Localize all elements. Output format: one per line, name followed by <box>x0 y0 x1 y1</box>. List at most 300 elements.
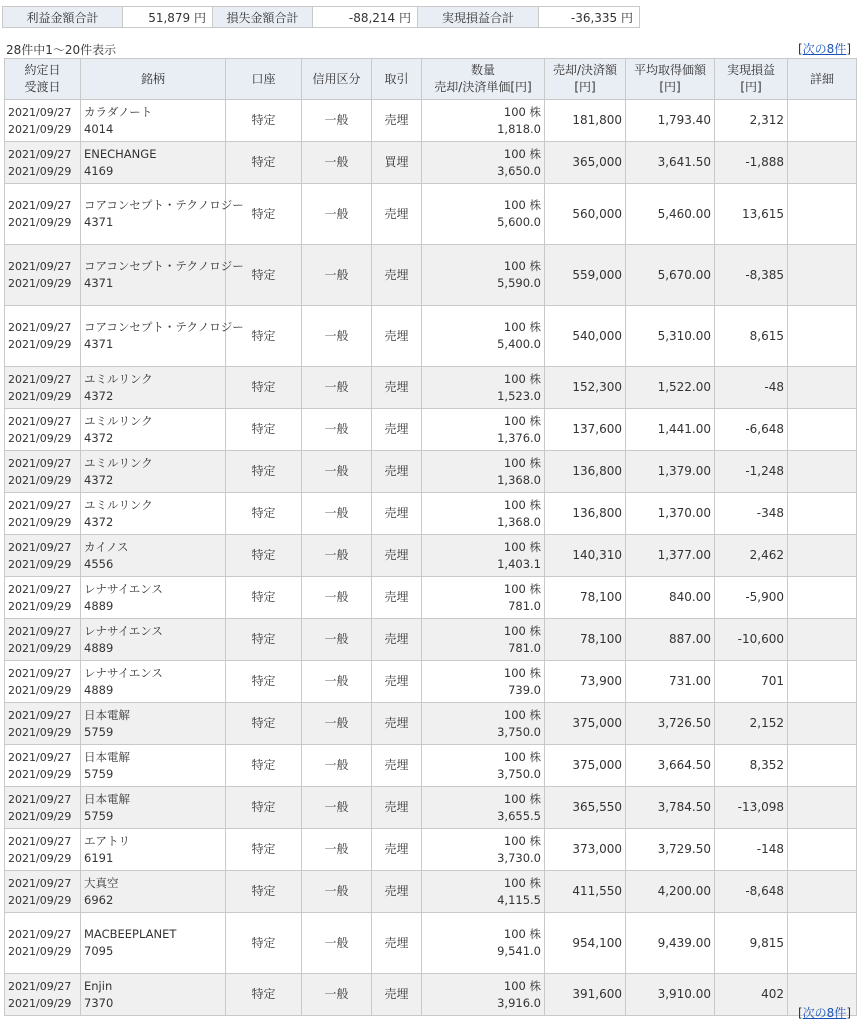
stock-cell <box>81 974 226 1016</box>
stock-code: 4889 <box>84 640 114 655</box>
detail-cell <box>788 306 857 367</box>
header-dates[interactable]: 約定日 受渡日 <box>5 59 81 100</box>
table-row <box>5 745 857 787</box>
table-row <box>5 493 857 535</box>
header-detail: 詳細 <box>788 59 857 100</box>
trade-type-cell: 売埋 <box>372 661 422 703</box>
table-row <box>5 142 857 184</box>
settle-date: 2021/09/29 <box>8 809 72 823</box>
unit-price: 1,376.0 <box>497 430 541 445</box>
trade-type-cell: 売埋 <box>372 535 422 577</box>
quantity: 100 株 <box>503 978 541 993</box>
avg-cost-cell: 9,439.00 <box>626 913 715 974</box>
credit-cell: 一般 <box>302 535 372 577</box>
account-cell: 特定 <box>226 913 302 974</box>
account-cell: 特定 <box>226 745 302 787</box>
bracket-open: [ <box>797 1006 803 1020</box>
settle-date: 2021/09/29 <box>8 389 72 403</box>
trade-date: 2021/09/27 <box>8 540 72 554</box>
trade-date: 2021/09/27 <box>8 750 72 764</box>
account-cell: 特定 <box>226 493 302 535</box>
settle-date: 2021/09/29 <box>8 515 72 529</box>
avg-cost-cell: 3,910.00 <box>626 974 715 1016</box>
avg-cost-cell: 840.00 <box>626 577 715 619</box>
amount-cell: 411,550 <box>545 871 626 913</box>
detail-cell <box>788 745 857 787</box>
detail-cell <box>788 100 857 142</box>
stock-code: 4372 <box>84 430 114 445</box>
detail-cell <box>788 619 857 661</box>
trade-date: 2021/09/27 <box>8 456 72 470</box>
trade-date: 2021/09/27 <box>8 498 72 512</box>
trade-date: 2021/09/27 <box>8 834 72 848</box>
qty-cell <box>422 661 545 703</box>
loss-total-label: 損失金額合計 <box>213 7 313 28</box>
trade-history-table <box>4 58 857 1016</box>
amount-cell: 78,100 <box>545 577 626 619</box>
table-row <box>5 577 857 619</box>
trade-type-cell: 売埋 <box>372 871 422 913</box>
settle-date: 2021/09/29 <box>8 945 72 958</box>
detail-cell <box>788 142 857 184</box>
header-amount[interactable]: 売却/決済額 [円] <box>545 59 626 100</box>
avg-cost-cell: 1,522.00 <box>626 367 715 409</box>
stock-cell <box>81 661 226 703</box>
qty-cell <box>422 787 545 829</box>
avg-cost-cell: 1,370.00 <box>626 493 715 535</box>
stock-cell <box>81 245 244 306</box>
credit-cell: 一般 <box>302 184 372 245</box>
quantity: 100 株 <box>503 198 541 212</box>
stock-cell <box>81 913 226 974</box>
account-cell: 特定 <box>226 367 302 409</box>
unit-price: 781.0 <box>508 640 541 655</box>
amount-cell: 954,100 <box>545 913 626 974</box>
stock-cell <box>81 619 226 661</box>
account-cell: 特定 <box>226 829 302 871</box>
table-row <box>5 974 857 1016</box>
stock-cell <box>81 306 244 367</box>
detail-cell <box>788 913 857 974</box>
account-cell: 特定 <box>226 577 302 619</box>
stock-name: レナサイエンス <box>84 665 163 680</box>
trade-date: 2021/09/27 <box>8 372 72 386</box>
table-row <box>5 787 857 829</box>
bracket-open: [ <box>797 42 803 56</box>
account-cell: 特定 <box>226 871 302 913</box>
next-page-link[interactable]: 次の8件 <box>802 42 847 56</box>
settle-date: 2021/09/29 <box>8 164 72 178</box>
stock-name: コアコンセプト・テクノロジー <box>84 259 244 273</box>
pnl-cell: -1,888 <box>715 142 788 184</box>
pnl-cell: 2,312 <box>715 100 788 142</box>
account-cell: 特定 <box>226 703 302 745</box>
stock-name: レナサイエンス <box>84 581 163 596</box>
header-account[interactable]: 口座 <box>226 59 302 100</box>
stock-code: 4372 <box>84 472 114 487</box>
stock-code: 5759 <box>84 724 114 739</box>
credit-cell: 一般 <box>302 745 372 787</box>
qty-cell <box>422 974 545 1016</box>
trade-type-cell: 売埋 <box>372 493 422 535</box>
stock-cell <box>81 184 244 245</box>
header-credit[interactable]: 信用区分 <box>302 59 372 100</box>
account-cell: 特定 <box>226 619 302 661</box>
header-qty[interactable]: 数量 売却/決済単価[円] <box>422 59 545 100</box>
stock-cell <box>81 703 226 745</box>
stock-code: 4889 <box>84 598 114 613</box>
account-cell: 特定 <box>226 661 302 703</box>
pnl-cell: -148 <box>715 829 788 871</box>
bracket-close: ] <box>846 1006 851 1020</box>
credit-cell: 一般 <box>302 142 372 184</box>
quantity: 100 株 <box>503 581 541 596</box>
unit-price: 1,368.0 <box>497 472 541 487</box>
qty-cell <box>422 367 545 409</box>
unit-price: 3,750.0 <box>497 724 541 739</box>
pnl-cell: -348 <box>715 493 788 535</box>
credit-cell: 一般 <box>302 306 372 367</box>
trade-type-cell: 売埋 <box>372 100 422 142</box>
stock-code: 5759 <box>84 808 114 823</box>
amount-cell: 73,900 <box>545 661 626 703</box>
quantity: 100 株 <box>503 665 541 680</box>
detail-cell <box>788 577 857 619</box>
amount-cell: 559,000 <box>545 245 626 306</box>
avg-cost-cell: 3,664.50 <box>626 745 715 787</box>
stock-cell <box>81 745 226 787</box>
pnl-cell: 701 <box>715 661 788 703</box>
trade-type-cell: 売埋 <box>372 577 422 619</box>
date-cell <box>5 306 81 367</box>
trade-date: 2021/09/27 <box>8 979 72 993</box>
stock-code: 6962 <box>84 892 114 907</box>
credit-cell: 一般 <box>302 974 372 1016</box>
pnl-cell: -1,248 <box>715 451 788 493</box>
trade-type-cell: 売埋 <box>372 787 422 829</box>
detail-cell <box>788 451 857 493</box>
quantity: 100 株 <box>503 539 541 554</box>
date-cell <box>5 619 81 661</box>
unit-price: 3,916.0 <box>497 995 541 1010</box>
date-cell <box>5 661 81 703</box>
unit-price: 781.0 <box>508 598 541 613</box>
pnl-cell: 8,615 <box>715 306 788 367</box>
stock-name: エアトリ <box>84 833 130 848</box>
stock-cell <box>81 493 226 535</box>
date-cell <box>5 535 81 577</box>
qty-cell <box>422 142 545 184</box>
credit-cell: 一般 <box>302 829 372 871</box>
pnl-cell: -8,385 <box>715 245 788 306</box>
result-count: 28件中1～20件表示 <box>6 43 117 57</box>
detail-cell <box>788 367 857 409</box>
pagination-bottom <box>798 1004 851 1021</box>
amount-cell: 152,300 <box>545 367 626 409</box>
trade-type-cell: 売埋 <box>372 913 422 974</box>
table-row <box>5 409 857 451</box>
realized-total-label: 実現損益合計 <box>418 7 539 28</box>
unit-price: 1,403.1 <box>497 556 541 571</box>
account-cell: 特定 <box>226 142 302 184</box>
table-row <box>5 913 857 974</box>
bracket-close: ] <box>846 42 851 56</box>
amount-cell: 373,000 <box>545 829 626 871</box>
date-cell <box>5 451 81 493</box>
settle-date: 2021/09/29 <box>8 557 72 571</box>
settle-date: 2021/09/29 <box>8 725 72 739</box>
credit-cell: 一般 <box>302 703 372 745</box>
stock-name: ユミルリンク <box>84 371 153 386</box>
quantity: 100 株 <box>503 413 541 428</box>
stock-name: 大真空 <box>84 875 119 890</box>
credit-cell: 一般 <box>302 913 372 974</box>
trade-type-cell: 売埋 <box>372 745 422 787</box>
stock-cell <box>81 577 226 619</box>
pnl-cell: 402 <box>715 974 788 1016</box>
trade-type-cell: 売埋 <box>372 184 422 245</box>
unit-price: 1,818.0 <box>497 121 541 136</box>
quantity: 100 株 <box>503 455 541 470</box>
pnl-cell: -8,648 <box>715 871 788 913</box>
stock-name: 日本電解 <box>84 791 130 806</box>
pnl-cell: -5,900 <box>715 577 788 619</box>
unit-price: 5,600.0 <box>497 215 541 229</box>
qty-cell <box>422 493 545 535</box>
pnl-cell: -48 <box>715 367 788 409</box>
avg-cost-cell: 1,793.40 <box>626 100 715 142</box>
qty-cell <box>422 100 545 142</box>
trade-date: 2021/09/27 <box>8 147 72 161</box>
date-cell <box>5 184 81 245</box>
trade-date: 2021/09/27 <box>8 105 72 119</box>
unit-price: 3,655.5 <box>497 808 541 823</box>
amount-cell: 78,100 <box>545 619 626 661</box>
stock-code: 4372 <box>84 514 114 529</box>
qty-cell <box>422 535 545 577</box>
settle-date: 2021/09/29 <box>8 767 72 781</box>
avg-cost-cell: 3,784.50 <box>626 787 715 829</box>
amount-cell: 140,310 <box>545 535 626 577</box>
credit-cell: 一般 <box>302 661 372 703</box>
unit-price: 9,541.0 <box>497 944 541 958</box>
avg-cost-cell: 5,670.00 <box>626 245 715 306</box>
stock-code: 4889 <box>84 682 114 697</box>
amount-cell: 137,600 <box>545 409 626 451</box>
date-cell <box>5 493 81 535</box>
qty-cell <box>422 451 545 493</box>
date-cell <box>5 577 81 619</box>
quantity: 100 株 <box>503 259 541 273</box>
quantity: 100 株 <box>503 707 541 722</box>
account-cell: 特定 <box>226 974 302 1016</box>
date-cell <box>5 367 81 409</box>
trade-date: 2021/09/27 <box>8 260 72 273</box>
detail-cell <box>788 245 857 306</box>
unit-price: 3,730.0 <box>497 850 541 865</box>
qty-cell <box>422 703 545 745</box>
date-cell <box>5 745 81 787</box>
pnl-cell: -13,098 <box>715 787 788 829</box>
account-cell: 特定 <box>226 100 302 142</box>
account-cell: 特定 <box>226 184 302 245</box>
stock-code: 7370 <box>84 995 114 1010</box>
amount-cell: 560,000 <box>545 184 626 245</box>
trade-date: 2021/09/27 <box>8 414 72 428</box>
pnl-cell: 13,615 <box>715 184 788 245</box>
detail-cell <box>788 829 857 871</box>
stock-name: カイノス <box>84 539 129 554</box>
table-row <box>5 661 857 703</box>
credit-cell: 一般 <box>302 100 372 142</box>
trade-type-cell: 買埋 <box>372 142 422 184</box>
stock-cell <box>81 142 226 184</box>
pnl-cell: 2,462 <box>715 535 788 577</box>
trade-date: 2021/09/27 <box>8 624 72 638</box>
account-cell: 特定 <box>226 451 302 493</box>
stock-code: 4371 <box>84 215 114 229</box>
table-row <box>5 306 857 367</box>
profit-total-value: 51,879 円 <box>123 7 213 28</box>
credit-cell: 一般 <box>302 493 372 535</box>
header-name[interactable]: 銘柄 <box>81 59 226 100</box>
amount-cell: 540,000 <box>545 306 626 367</box>
amount-cell: 181,800 <box>545 100 626 142</box>
settle-date: 2021/09/29 <box>8 851 72 865</box>
unit-price: 739.0 <box>508 682 541 697</box>
amount-cell: 136,800 <box>545 493 626 535</box>
trade-type-cell: 売埋 <box>372 829 422 871</box>
unit-price: 5,400.0 <box>497 337 541 351</box>
settle-date: 2021/09/29 <box>8 996 72 1010</box>
credit-cell: 一般 <box>302 451 372 493</box>
profit-total-label: 利益金額合計 <box>3 7 123 28</box>
unit-price: 3,650.0 <box>497 163 541 178</box>
avg-cost-cell: 3,641.50 <box>626 142 715 184</box>
unit-price: 1,368.0 <box>497 514 541 529</box>
unit-price: 3,750.0 <box>497 766 541 781</box>
qty-cell <box>422 619 545 661</box>
date-cell <box>5 787 81 829</box>
trade-date: 2021/09/27 <box>8 199 72 212</box>
stock-cell <box>81 871 226 913</box>
avg-cost-cell: 4,200.00 <box>626 871 715 913</box>
unit-price: 1,523.0 <box>497 388 541 403</box>
stock-name: 日本電解 <box>84 749 130 764</box>
pnl-cell: 9,815 <box>715 913 788 974</box>
credit-cell: 一般 <box>302 409 372 451</box>
table-row <box>5 871 857 913</box>
table-row <box>5 245 857 306</box>
stock-cell <box>81 535 226 577</box>
next-page-link[interactable]: 次の8件 <box>802 1006 847 1020</box>
qty-cell <box>422 745 545 787</box>
detail-cell <box>788 703 857 745</box>
trade-type-cell: 売埋 <box>372 367 422 409</box>
quantity: 100 株 <box>503 104 541 119</box>
detail-cell <box>788 787 857 829</box>
settle-date: 2021/09/29 <box>8 683 72 697</box>
amount-cell: 365,000 <box>545 142 626 184</box>
date-cell <box>5 703 81 745</box>
trade-date: 2021/09/27 <box>8 928 72 941</box>
stock-code: 4371 <box>84 337 114 351</box>
realized-total-value: -36,335 円 <box>539 7 640 28</box>
credit-cell: 一般 <box>302 367 372 409</box>
stock-cell <box>81 451 226 493</box>
settle-date: 2021/09/29 <box>8 277 72 290</box>
table-row <box>5 100 857 142</box>
trade-type-cell: 売埋 <box>372 451 422 493</box>
quantity: 100 株 <box>503 623 541 638</box>
header-avg-cost[interactable]: 平均取得価額 [円] <box>626 59 715 100</box>
stock-cell <box>81 367 226 409</box>
qty-cell <box>422 871 545 913</box>
settle-date: 2021/09/29 <box>8 893 72 907</box>
settle-date: 2021/09/29 <box>8 431 72 445</box>
stock-name: MACBEEPLANET <box>84 927 177 941</box>
trade-type-cell: 売埋 <box>372 974 422 1016</box>
detail-cell <box>788 409 857 451</box>
header-trade[interactable]: 取引 <box>372 59 422 100</box>
trade-type-cell: 売埋 <box>372 703 422 745</box>
stock-name: コアコンセプト・テクノロジー <box>84 198 244 212</box>
table-row <box>5 451 857 493</box>
avg-cost-cell: 3,726.50 <box>626 703 715 745</box>
stock-cell <box>81 409 226 451</box>
date-cell <box>5 245 81 306</box>
table-header-row <box>5 59 857 100</box>
date-cell <box>5 100 81 142</box>
trade-date: 2021/09/27 <box>8 666 72 680</box>
quantity: 100 株 <box>503 833 541 848</box>
qty-cell <box>422 306 545 367</box>
stock-name: ユミルリンク <box>84 497 153 512</box>
account-cell: 特定 <box>226 245 302 306</box>
trade-type-cell: 売埋 <box>372 409 422 451</box>
pnl-cell: -6,648 <box>715 409 788 451</box>
quantity: 100 株 <box>503 320 541 334</box>
credit-cell: 一般 <box>302 619 372 661</box>
trade-type-cell: 売埋 <box>372 245 422 306</box>
stock-code: 7095 <box>84 944 114 958</box>
quantity: 100 株 <box>503 749 541 764</box>
account-cell: 特定 <box>226 409 302 451</box>
amount-cell: 136,800 <box>545 451 626 493</box>
quantity: 100 株 <box>503 927 541 941</box>
qty-cell <box>422 245 545 306</box>
pnl-cell: 8,352 <box>715 745 788 787</box>
credit-cell: 一般 <box>302 577 372 619</box>
detail-cell <box>788 184 857 245</box>
header-pnl[interactable]: 実現損益 [円] <box>715 59 788 100</box>
account-cell: 特定 <box>226 306 302 367</box>
date-cell <box>5 974 81 1016</box>
avg-cost-cell: 1,377.00 <box>626 535 715 577</box>
table-row <box>5 535 857 577</box>
account-cell: 特定 <box>226 787 302 829</box>
table-row <box>5 829 857 871</box>
qty-cell <box>422 829 545 871</box>
avg-cost-cell: 887.00 <box>626 619 715 661</box>
trade-type-cell: 売埋 <box>372 619 422 661</box>
table-row <box>5 619 857 661</box>
avg-cost-cell: 5,460.00 <box>626 184 715 245</box>
table-row <box>5 184 857 245</box>
date-cell <box>5 142 81 184</box>
stock-name: Enjin <box>84 978 113 993</box>
stock-code: 4014 <box>84 121 114 136</box>
